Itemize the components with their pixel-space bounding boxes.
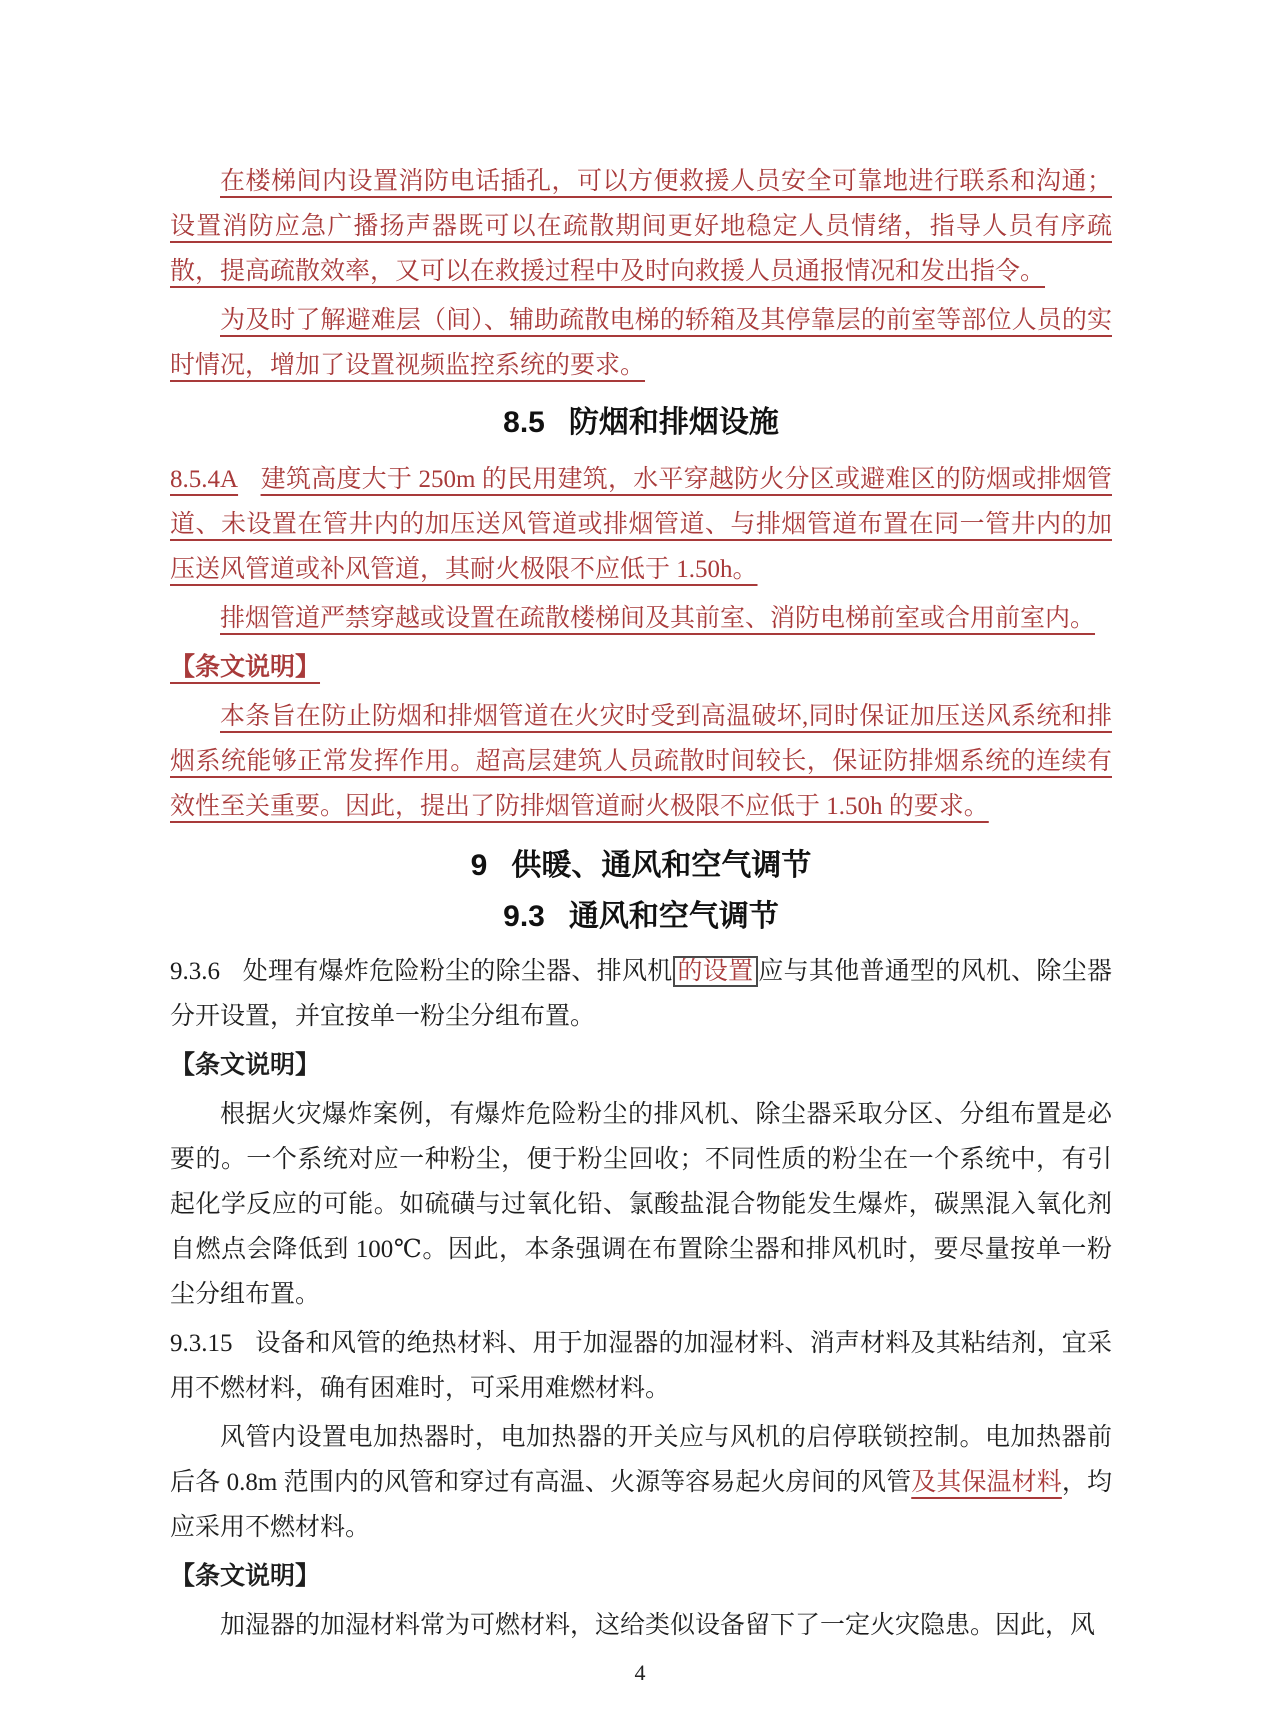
- heading-number: 9.3: [503, 900, 545, 933]
- heading-section-9-3: [170, 894, 1112, 939]
- clause-text: 建筑高度大于 250m 的民用建筑，水平穿越防火分区或避难区的防烟或排烟管道、未设置在管井内的加压送风管道或排烟管道、与排烟管道布置在同一管井内的加压送风管道或补风管道，其耐火极限不应低于 1.50h。: [170, 466, 1112, 583]
- heading-title: 防烟和排烟设施: [568, 406, 779, 439]
- revision-insulation-material: 及其保温材料: [911, 1469, 1062, 1496]
- heading-number: 9: [470, 849, 488, 882]
- label-clause-explanation-black-1: 【条文说明】: [170, 1051, 321, 1079]
- paragraph-electric-heater: [170, 1415, 1112, 1550]
- inserted-revision-box: 的设置: [673, 956, 759, 987]
- clause-text-after: 应与其他普通型的风机、除尘器分开设置，并宜按单一粉尘分组布置。: [170, 958, 1112, 1030]
- paragraph-smoke-duct-prohibition: 排烟管道严禁穿越或设置在疏散楼梯间及其前室、消防电梯前室或合用前室内。: [220, 605, 1096, 632]
- paragraph-text-after: ，均应采用不燃材料。: [170, 1469, 1112, 1541]
- clause-9-3-6: [170, 949, 1112, 1039]
- clause-8-5-4A: [170, 457, 1112, 592]
- label-clause-explanation-black-2: 【条文说明】: [170, 1562, 321, 1590]
- paragraph-video-monitoring-revision: 为及时了解避难层（间）、辅助疏散电梯的轿箱及其停靠层的前室等部位人员的实时情况，增加了设置视频监控系统的要求。: [170, 307, 1112, 379]
- clause-number: 9.3.15: [170, 1330, 233, 1357]
- paragraph-explanation-9-3-15: 加湿器的加湿材料常为可燃材料，这给类似设备留下了一定火灾隐患。因此，风: [220, 1612, 1096, 1639]
- heading-chapter-9: [170, 843, 1112, 888]
- clause-9-3-15: [170, 1321, 1112, 1411]
- clause-number: 9.3.6: [170, 958, 220, 985]
- heading-section-8-5: [170, 400, 1112, 445]
- paragraph-text-before: 风管内设置电加热器时，电加热器的开关应与风机的启停联锁控制。电加热器前后各 0.8m 范围内的风管和穿过有高温、火源等容易起火房间的风管: [170, 1424, 1112, 1496]
- heading-title: 供暖、通风和空气调节: [511, 849, 812, 882]
- paragraph-explanation-8-5-4A: 本条旨在防止防烟和排烟管道在火灾时受到高温破坏,同时保证加压送风系统和排烟系统能够正常发挥作用。超高层建筑人员疏散时间较长，保证防排烟系统的连续有效性至关重要。因此，提出了防排烟管道耐火极限不应低于 1.50h 的要求。: [170, 703, 1112, 820]
- label-clause-explanation-red: 【条文说明】: [170, 653, 321, 681]
- clause-number: 8.5.4A: [170, 466, 239, 493]
- heading-number: 8.5: [503, 406, 545, 439]
- heading-title: 通风和空气调节: [568, 900, 779, 933]
- paragraph-explanation-9-3-6: 根据火灾爆炸案例，有爆炸危险粉尘的排风机、除尘器采取分区、分组布置是必要的。一个系统对应一种粉尘，便于粉尘回收；不同性质的粉尘在一个系统中，有引起化学反应的可能。如硫磺与过氧化铅、氯酸盐混合物能发生爆炸，碳黑混入氧化剂自燃点会降低到 100℃。因此，本条强调在布置除尘器和排风机时，要尽量按单一粉尘分组布置。: [170, 1101, 1112, 1308]
- paragraph-fire-phone-revision: 在楼梯间内设置消防电话插孔，可以方便救援人员安全可靠地进行联系和沟通；设置消防应急广播扬声器既可以在疏散期间更好地稳定人员情绪，指导人员有序疏散，提高疏散效率，又可以在救援过程中及时向救援人员通报情况和发出指令。: [170, 168, 1112, 285]
- clause-text-before: 处理有爆炸危险粉尘的除尘器、排风机: [242, 958, 673, 985]
- page-number: 4: [634, 1660, 646, 1685]
- clause-text: 设备和风管的绝热材料、用于加湿器的加湿材料、消声材料及其粘结剂，宜采用不燃材料，确有困难时，可采用难燃材料。: [170, 1330, 1112, 1402]
